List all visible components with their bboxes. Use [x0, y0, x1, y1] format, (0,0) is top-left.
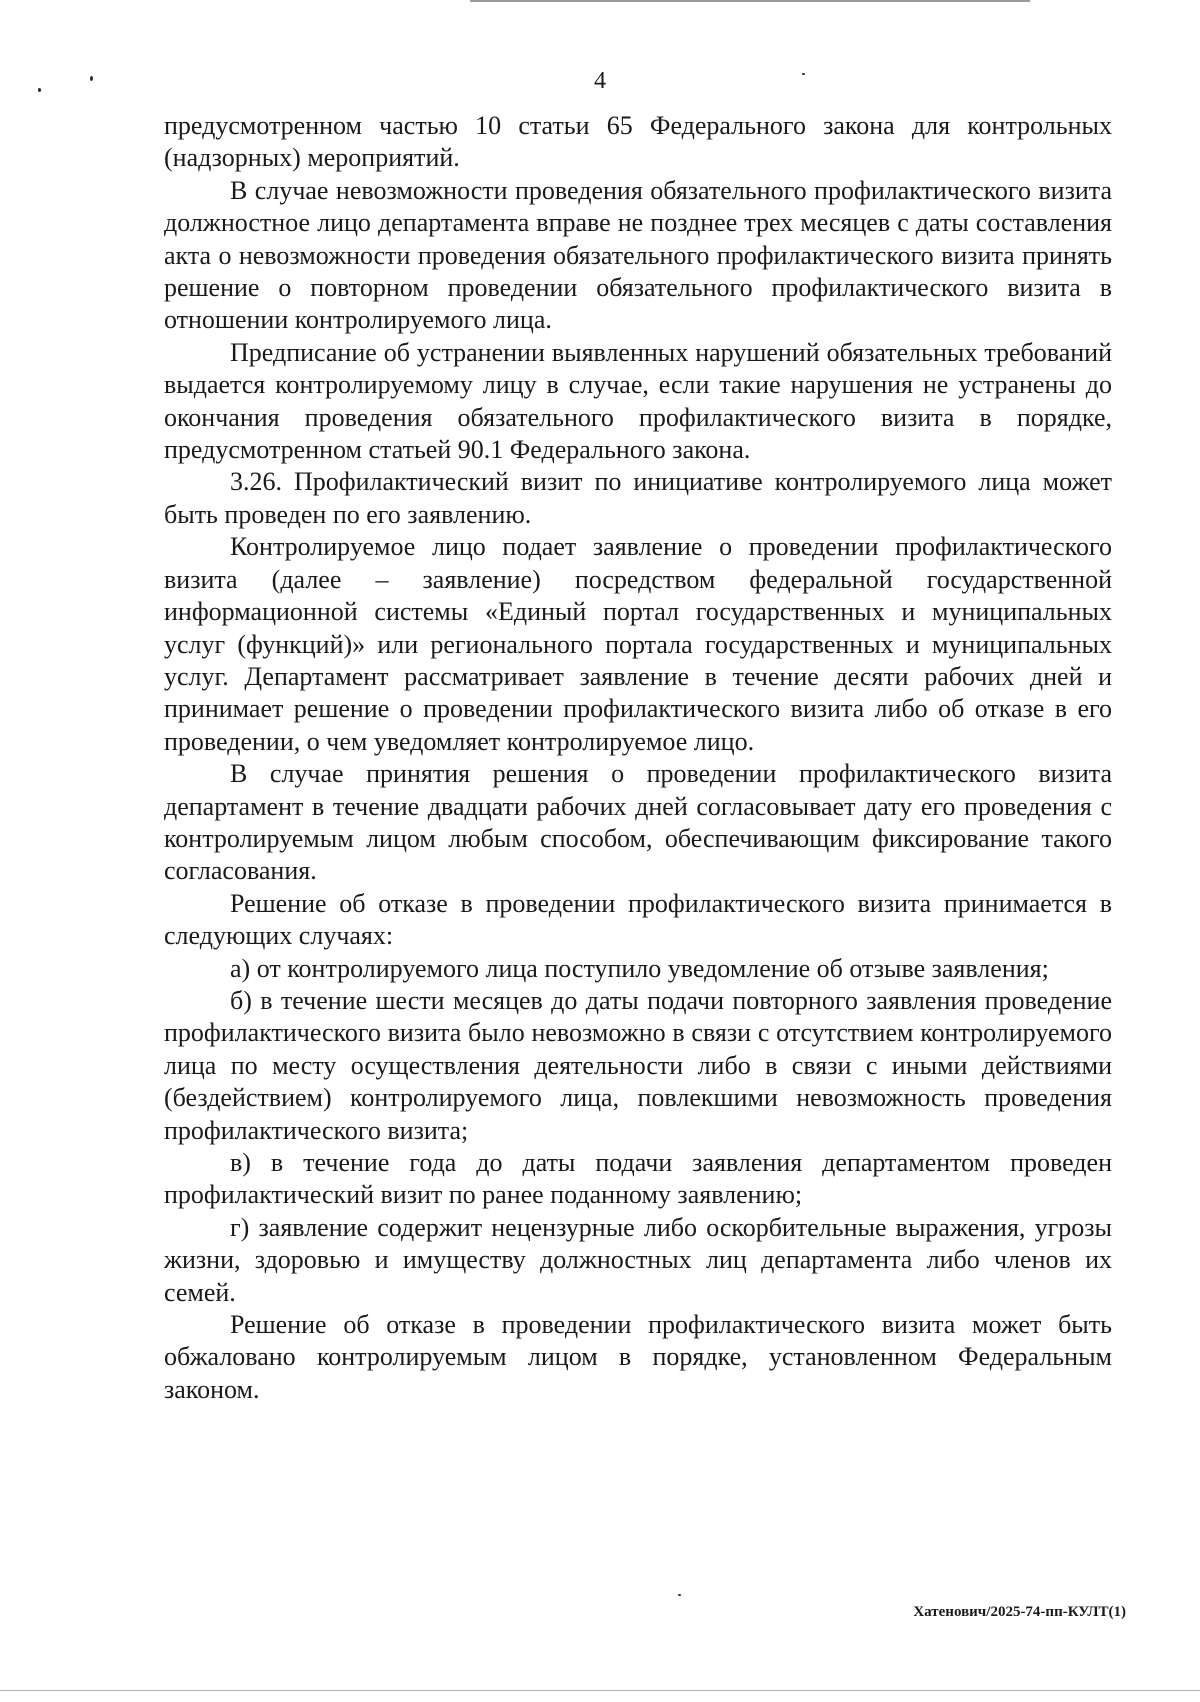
paragraph: В случае принятия решения о проведении профилактического визита департамент в течение двадцати рабочих дней согласовывает дату его проведения с контролируемым лицом любым способом, обеспечивающим фиксирование такого согласования.	[164, 759, 1112, 886]
paragraph: Контролируемое лицо подает заявление о проведении профилактического визита (далее – заявление) посредством федеральной государственной информационной системы «Единый портал государственных и муниципальных услуг (функций)» или регионального портала государственных и муниципальных услуг. Департамент рассматривает заявление в течение десяти рабочих дней и принимает решение о проведении профилактического визита либо об отказе в его проведении, о чем уведомляет контролируемое лицо.	[164, 532, 1112, 756]
paragraph: б) в течение шести месяцев до даты подачи повторного заявления проведение профилактического визита было невозможно в связи с отсутствием контролируемого лица по месту осуществления деятельности либо в связи с иными действиями (бездействием) контролируемого лица, повлекшими невозможность проведения профилактического визита;	[164, 985, 1112, 1145]
document-registration-code: Хатенович/2025-74-пп-КУЛТ(1)	[913, 1604, 1126, 1620]
scan-speck	[678, 1594, 681, 1596]
page-number: 4	[594, 68, 606, 94]
scan-edge-top	[470, 0, 1030, 2]
scan-edge-bottom	[0, 1690, 1200, 1691]
paragraph: 3.26. Профилактический визит по инициативе контролируемого лица может быть проведен по его заявлению.	[164, 467, 1112, 529]
paragraph: Решение об отказе в проведении профилактического визита принимается в следующих случаях:	[164, 888, 1112, 951]
paragraph: Решение об отказе в проведении профилактического визита может быть обжаловано контролируемым лицом в порядке, установленном Федеральным законом.	[164, 1310, 1112, 1404]
document-body	[164, 110, 1112, 1406]
paragraph: В случае невозможности проведения обязательного профилактического визита должностное лицо департамента вправе не позднее трех месяцев с даты составления акта о невозможности проведения обязательного профилактического визита принять решение о повторном проведении обязательного профилактического визита в отношении контролируемого лица.	[164, 175, 1112, 335]
paragraph: г) заявление содержит нецензурные либо оскорбительные выражения, угрозы жизни, здоровью и имуществу должностных лиц департамента либо членов их семей.	[164, 1212, 1112, 1307]
paragraph: в) в течение года до даты подачи заявления департаментом проведен профилактический визит по ранее поданному заявлению;	[164, 1148, 1112, 1210]
paragraph: Предписание об устранении выявленных нарушений обязательных требований выдается контролируемому лицу в случае, если такие нарушения не устранены до окончания проведения обязательного профилактического визита в порядке, предусмотренном статьей 90.1 Федерального закона.	[164, 337, 1112, 465]
paragraph: предусмотренном частью 10 статьи 65 Федерального закона для контрольных (надзорных) мероприятий.	[164, 111, 1112, 173]
paragraph: а) от контролируемого лица поступило уведомление об отзыве заявления;	[230, 953, 1049, 983]
